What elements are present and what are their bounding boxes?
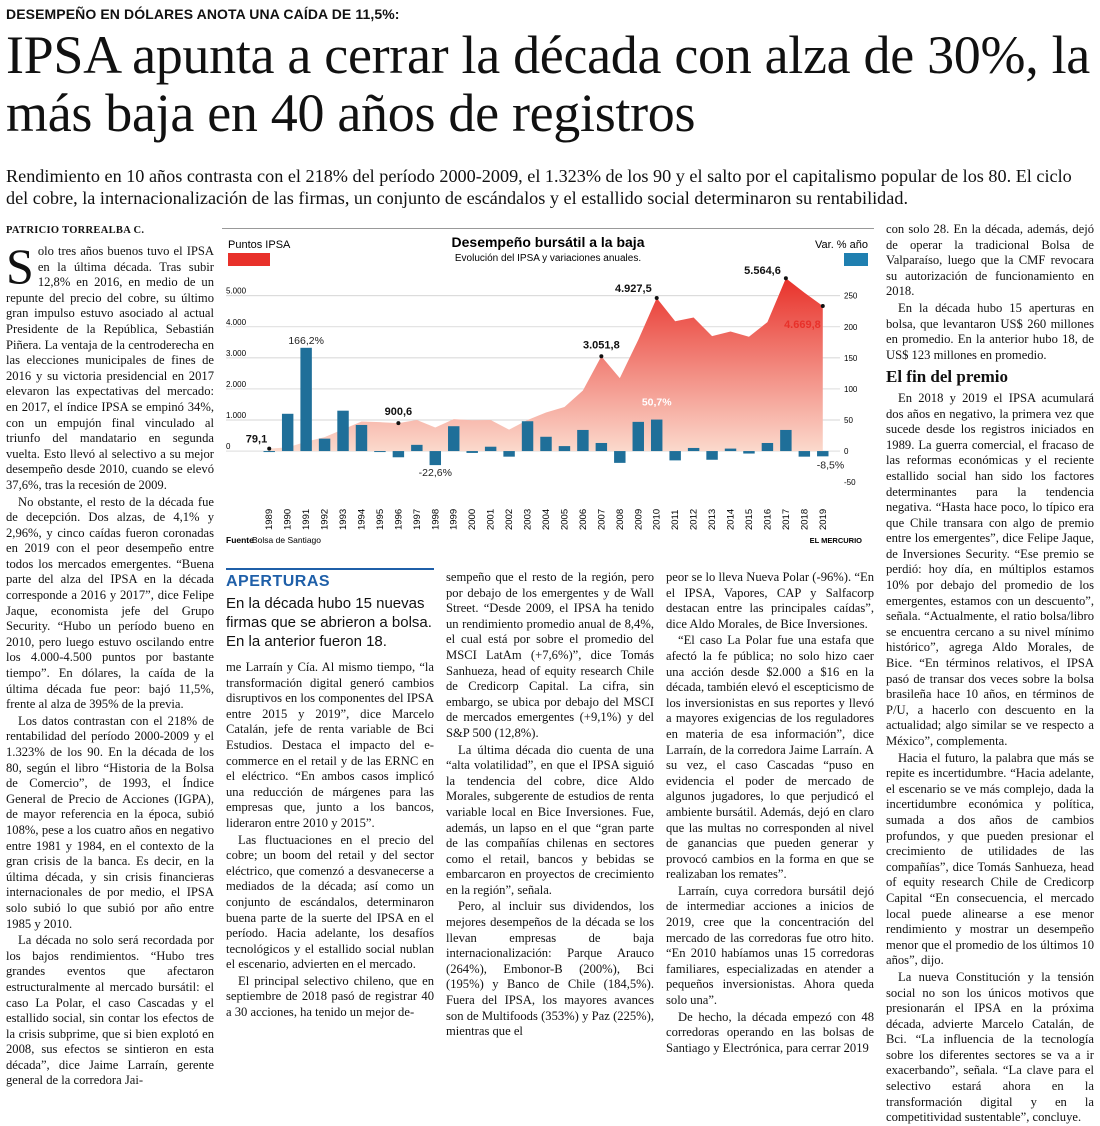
article-byline: PATRICIO TORREALBA C. xyxy=(6,225,145,236)
variation-bar xyxy=(688,448,699,451)
variation-bar xyxy=(356,425,367,451)
year-label: 2004 xyxy=(541,508,552,530)
year-label: 2014 xyxy=(725,508,737,530)
year-label: 2005 xyxy=(559,508,571,530)
right-axis-label: Var. % año xyxy=(815,239,868,251)
year-label: 2002 xyxy=(504,508,516,530)
year-label: 1991 xyxy=(301,508,313,530)
bar-label: -22,6% xyxy=(418,467,452,480)
point-label: 5.564,6 xyxy=(744,265,781,278)
point-label: 3.051,8 xyxy=(583,339,620,352)
ipsa-area xyxy=(269,278,823,451)
ipsa-point xyxy=(655,296,659,300)
ipsa-point xyxy=(784,276,788,280)
year-label: 1994 xyxy=(356,508,368,530)
variation-bar xyxy=(651,420,662,451)
section-subhead: El fin del premio xyxy=(886,367,1008,387)
variation-bar xyxy=(374,451,385,452)
left-tick-label: 3.000 xyxy=(226,348,247,358)
paragraph: con solo 28. En la década, además, dejó de operar la tradicional Bolsa de Valparaíso, luego que la CMF revocara su autorización de funcionamiento en 2018. xyxy=(886,222,1094,299)
year-label: 2009 xyxy=(633,508,645,530)
paragraph: Solo tres años buenos tuvo el IPSA en la última década. Tras subir 12,8% en 2016, en medio de un repunte del precio del cobre, su último gran impulso estuvo asociado al actual Presidente de la República, Sebastián Piñera. La ventaja de la centroderecha en las elecciones municipales de fines de 2016 y su victoria presidencial en 2017 elevaron las expectativas del mercado: en 2017, el índice IPSA se empinó 34%, con un empujón final vinculado al triunfo del mandatario en segunda vuelta. Esto llevó al selectivo a su mejor desempeño desde 2010, cuando se elevó 37,6%, tras la recesión de 2009. xyxy=(6,238,214,492)
paragraph: Pero, al incluir sus dividendos, los mejores desempeños de la década se los llevan empresas de baja internacionalización: Parque Arauco (264%), Embonor-B (200%), Bci (195%) y Banco de Chile (184,5%). Fuera del IPSA, los mayores avances son de Multifoods (353%) y Paz (225%), mientras que el xyxy=(446,899,654,1039)
variation-bar xyxy=(282,414,293,451)
year-label: 2015 xyxy=(743,508,755,530)
paragraph: La nueva Constitución y la tensión social no son los únicos motivos que presionarán el IPSA en la próxima década, advierte Marcelo Catalán, de Bci. “La influencia de la tecnología sobre los diferentes sectores se va a ir exacerbando”, señala. “La clave para el selectivo estará ahora en la transformación digital y en la competitividad sustentable”, concluye. xyxy=(886,969,1094,1125)
variation-bar xyxy=(706,451,717,460)
chart-source-label: Fuente xyxy=(226,535,254,545)
variation-bar xyxy=(817,451,828,456)
year-label: 2000 xyxy=(467,508,479,530)
year-label: 1999 xyxy=(448,508,460,530)
year-label: 1998 xyxy=(430,508,442,530)
right-tick-label: 250 xyxy=(844,291,858,301)
year-label: 2013 xyxy=(707,508,719,530)
ipsa-chart xyxy=(222,228,874,560)
variation-bar xyxy=(559,446,570,451)
aperturas-text: En la década hubo 15 nuevas firmas que se abrieron a bolsa. En la anterior fueron 18. xyxy=(226,595,432,650)
paragraph: Los datos contrastan con el 218% de rentabilidad del período 2000-2009 y el 1.323% de los 90. En la década de los 80, según el libro “Historia de la Bolsa de Comercio”, de 1993, el Índice General de Precio de Acciones (IGPA), de mayor referencia en la época, subió 108%, pese a los cuatro años en negativo entre 1981 y 1984, en el contexto de la gran crisis de la banca. Es decir, en la última década, y sin crisis financieras internacionales de por medio, el IPSA solo subió lo que subió por año entre 1985 y 2010. xyxy=(6,713,214,931)
variation-bar xyxy=(780,430,791,451)
variation-bar xyxy=(522,421,533,451)
point-label: 900,6 xyxy=(384,406,413,419)
paragraph: El principal selectivo chileno, que en septiembre de 2018 pasó de registrar 40 a 30 acciones, ha tenido un mejor de- xyxy=(226,973,434,1020)
paragraph: “El caso La Polar fue una estafa que afectó la fe pública; no solo hizo caer una acción desde $2.000 a $16 en la década, también elevó el escepticismo de los inversionistas en sus reportes y llevó a mayores exigencias de los reguladores en materia de esa información”, dice Larraín, de la corredora Jaime Larraín. A su vez, el caso Cascadas “puso en evidencia el poder de mercado de algunos jugadores, lo que perjudicó el ambiente bursátil. Además, dejó en claro que las multas no corresponden al nivel de ganancias que pueden generar y provocó cambios en la forma en que se realizaban los remates”. xyxy=(666,633,874,882)
year-label: 2007 xyxy=(596,508,608,530)
left-tick-label: 0 xyxy=(226,442,231,452)
left-tick-label: 2.000 xyxy=(226,379,247,389)
ipsa-point xyxy=(396,421,400,425)
variation-bar xyxy=(393,451,404,457)
right-tick-label: 0 xyxy=(844,447,849,457)
variation-bar xyxy=(485,447,496,451)
right-tick-label: 150 xyxy=(844,353,858,363)
year-label: 2011 xyxy=(670,509,682,530)
paragraph: peor se lo lleva Nueva Polar (-96%). “En el IPSA, Vapores, CAP y Salfacorp destacan entre las principales caídas”, dice Aldo Morales, de Bice Inversiones. xyxy=(666,570,874,631)
variation-bar xyxy=(503,451,514,457)
right-tick-label: 50 xyxy=(844,416,853,425)
year-label: 2001 xyxy=(485,508,497,530)
left-tick-label: 4.000 xyxy=(226,317,247,327)
variation-bar xyxy=(466,451,477,453)
variation-bar xyxy=(669,451,680,460)
variation-bar xyxy=(577,430,588,451)
paragraph: En la década hubo 15 aperturas en bolsa, que levantaron US$ 260 millones en promedio. En la anterior hubo 18, de US$ 123 millones en promedio. xyxy=(886,300,1094,362)
right-tick-label: 200 xyxy=(844,322,858,332)
bar-label: 166,2% xyxy=(288,334,324,347)
year-label: 1993 xyxy=(338,508,350,530)
year-label: 2018 xyxy=(799,508,811,530)
year-label: 1990 xyxy=(282,508,294,530)
bar-label: 50,7% xyxy=(641,396,672,409)
variation-bar xyxy=(319,439,330,451)
left-tick-label: 5.000 xyxy=(226,286,247,296)
aperturas-title: APERTURAS xyxy=(226,568,434,591)
paragraph: Larraín, cuya corredora bursátil dejó de intermediar acciones a inicios de 2019, cree que la concentración del mercado de las corredoras fue otro hito. “En 2010 habíamos unas 15 corredoras familiares, especializadas en atender a pequeños inversionistas. Ahora queda solo una”. xyxy=(666,883,874,1008)
drop-cap: S xyxy=(6,238,34,294)
year-label: 1992 xyxy=(319,508,331,530)
year-label: 2010 xyxy=(651,508,663,530)
ipsa-point xyxy=(821,304,825,308)
ipsa-point xyxy=(599,354,603,358)
paragraph: No obstante, el resto de la década fue de decepción. Dos alzas, de 4,1% y 2,96%, y cinco caídas fueron coronadas en 2019 con el peor desempeño entre todos los mercados emergentes. “Buena parte del alza del IPSA en la década corresponde a 2016 y 2017”, dice Felipe Jaque, economista jefe del Grupo Security. “Hubo un período bueno en 2010, pero luego estuvo oscilando entre los 4.000-4.500 puntos por bastante tiempo”. En dólares, la caída de la última década fue peor: bajó 11,5%, frente al alza de 395% de la previa. xyxy=(6,494,214,712)
variation-bar xyxy=(430,451,441,465)
variation-bar xyxy=(300,348,311,451)
year-label: 2019 xyxy=(817,508,829,530)
column-2 xyxy=(226,660,434,1020)
variation-bar xyxy=(540,437,551,451)
article-headline: IPSA apunta a cerrar la década con alza de 30%, la más baja en 40 años de registros xyxy=(6,25,1090,143)
variation-bar xyxy=(614,451,625,463)
article-kicker: DESEMPEÑO EN DÓLARES ANOTA UNA CAÍDA DE 11,5%: xyxy=(6,6,400,22)
year-label: 2012 xyxy=(688,508,700,530)
variation-bar xyxy=(596,443,607,451)
right-tick-label: 100 xyxy=(844,384,858,394)
left-axis-label: Puntos IPSA xyxy=(228,239,291,251)
variation-bar xyxy=(337,411,348,451)
variation-bar xyxy=(448,426,459,451)
variation-bar xyxy=(411,445,422,451)
aperturas-box xyxy=(226,568,434,651)
year-label: 2008 xyxy=(614,508,626,530)
column-4 xyxy=(666,570,874,1055)
left-tick-label: 1.000 xyxy=(226,411,247,420)
paragraph: Las fluctuaciones en el precio del cobre; un boom del retail y del sector eléctrico, que comenzó a desvanecerse a mediados de la década; así como un conjunto de escándalos, determinaron buena parte de la suerte del IPSA en el período. Hacia adelante, los desafíos tecnológicos y el estallido social nublan el escenario, advierten en el mercado. xyxy=(226,832,434,972)
bar-label: -8,5% xyxy=(816,459,845,472)
variation-bar xyxy=(264,451,275,452)
ipsa-point xyxy=(267,447,271,451)
point-label: 79,1 xyxy=(245,433,268,446)
chart-credit: EL MERCURIO xyxy=(809,536,862,545)
year-label: 1989 xyxy=(264,508,276,530)
year-label: 2016 xyxy=(762,508,774,530)
column-1 xyxy=(6,238,214,1088)
paragraph: En 2018 y 2019 el IPSA acumulará dos años en negativo, la primera vez que sucede desde los registros iniciados en 1989. La guerra comercial, el fracaso de las reformas económicas y el reciente estallido social han sido los factores determinantes para la tendencia negativa. “Hasta hace poco, lo típico era que Chile transara con algo de premio entre los emergentes”, dice Felipe Jaque, de Inversiones Security. “Ese premio se perdió: hoy día, en múltiplos estamos 10% por debajo del promedio de los emergentes, estamos con un descuento”, señala. “Actualmente, el ratio bolsa/libro se encuentra cercano a su nivel mínimo histórico”, agrega Aldo Morales, de Bice. “En términos relativos, el IPSA pasó de transar dos veces sobre la bolsa brasileña hace 10 años, en términos de P/U, a hacerlo con descuento en la actualidad; algo similar se ve respecto a México”, complementa. xyxy=(886,390,1094,748)
variation-bar xyxy=(633,422,644,451)
year-label: 2017 xyxy=(780,508,792,530)
paragraph: Hacia el futuro, la palabra que más se repite es incertidumbre. “Hacia adelante, el escenario se ve más complejo, dada la incertidumbre económica y política, sumada a dos años de cambios profundos, y que pueden presionar el crecimiento de utilidades de las compañías”, dice Tomás Sanhueza, head of equity research Chile de Credicorp Capital “En consecuencia, el mercado local puede alinearse a ese menor rendimiento y mostrar un desempeño menor que el promedio de los últimos 10 años”, dijo. xyxy=(886,750,1094,968)
right-tick-label: -50 xyxy=(844,478,856,488)
paragraph: La década no solo será recordada por los bajos rendimientos. “Hubo tres grandes eventos que afectaron estructuralmente al mercado bursátil: el caso La Polar, el caso Cascadas y el estallido social, sin contar los efectos de la crisis subprime, que si bien explotó en 2008, sus efectos se sintieron en esta década”, dice Jaime Larraín, gerente general de la corredora Jai- xyxy=(6,933,214,1088)
variation-bar xyxy=(743,451,754,453)
variation-bar xyxy=(799,451,810,457)
year-label: 1997 xyxy=(411,508,423,530)
variation-bar xyxy=(725,449,736,451)
paragraph: sempeño que el resto de la región, pero por debajo de los emergentes y de Wall Street. “Desde 2009, el IPSA ha tenido un rendimiento promedio anual de 8,4%, el cual está por sobre el promedio del MSCI LatAm (+7,6%)”, dice Tomás Sanhueza, head of equity research Chile de Credicorp Capital. La cifra, sin embargo, se ubica por debajo del MSCI de mercados emergentes (+9,1%) y del S&P 500 (12,8%). xyxy=(446,570,654,740)
chart-source-text: Bolsa de Santiago xyxy=(252,535,321,545)
chart-svg xyxy=(222,228,874,560)
year-label: 2003 xyxy=(522,508,534,530)
legend-red-swatch xyxy=(228,253,270,266)
variation-bar xyxy=(762,443,773,451)
point-label: 4.669,8 xyxy=(784,319,821,332)
year-label: 1995 xyxy=(374,508,386,530)
paragraph: De hecho, la década empezó con 48 corredoras operando en las bolsas de Santiago y Electrónica, para cerrar 2019 xyxy=(666,1009,874,1055)
paragraph: La última década dio cuenta de una “alta volatilidad”, en que el IPSA siguió la tendencia del cobre, dice Aldo Morales, subgerente de estudios de renta variable local en Bice Inversiones. Fue, además, un lapso en el que “gran parte de las compañías chilenas en sectores como el retail, bancos y bebidas se embarcaron en proyectos de crecimiento en la región”, señala. xyxy=(446,742,654,897)
legend-blue-swatch xyxy=(844,253,868,266)
year-label: 1996 xyxy=(393,508,405,530)
chart-title: Desempeño bursátil a la baja xyxy=(451,234,645,250)
column-3 xyxy=(446,570,654,1039)
point-label: 4.927,5 xyxy=(615,282,652,295)
paragraph: me Larraín y Cía. Al mismo tiempo, “la transformación digital generó cambios disruptivos en los componentes del IPSA entre 2015 y 2019”, dice Marcelo Catalán, jefe de renta variable de Bci Estudios. Destaca el impacto del e-commerce en el retail y de las ERNC en el eléctrico. “En ambos casos implicó una reducción de márgenes para las empresas que, junto a los bancos, lideraron entre 2010 y 2015”. xyxy=(226,660,434,830)
year-label: 2006 xyxy=(577,508,589,530)
chart-subtitle: Evolución del IPSA y variaciones anuales. xyxy=(454,253,642,264)
column-5 xyxy=(886,222,1094,1125)
article-dek: Rendimiento en 10 años contrasta con el 218% del período 2000-2009, el 1.323% de los 90 y el salto por el capitalismo popular de los 80. El ciclo del cobre, la internacionalización de las firmas, un conjunto de escándalos y el estallido social determinaron su rentabilidad. xyxy=(6,166,1072,208)
